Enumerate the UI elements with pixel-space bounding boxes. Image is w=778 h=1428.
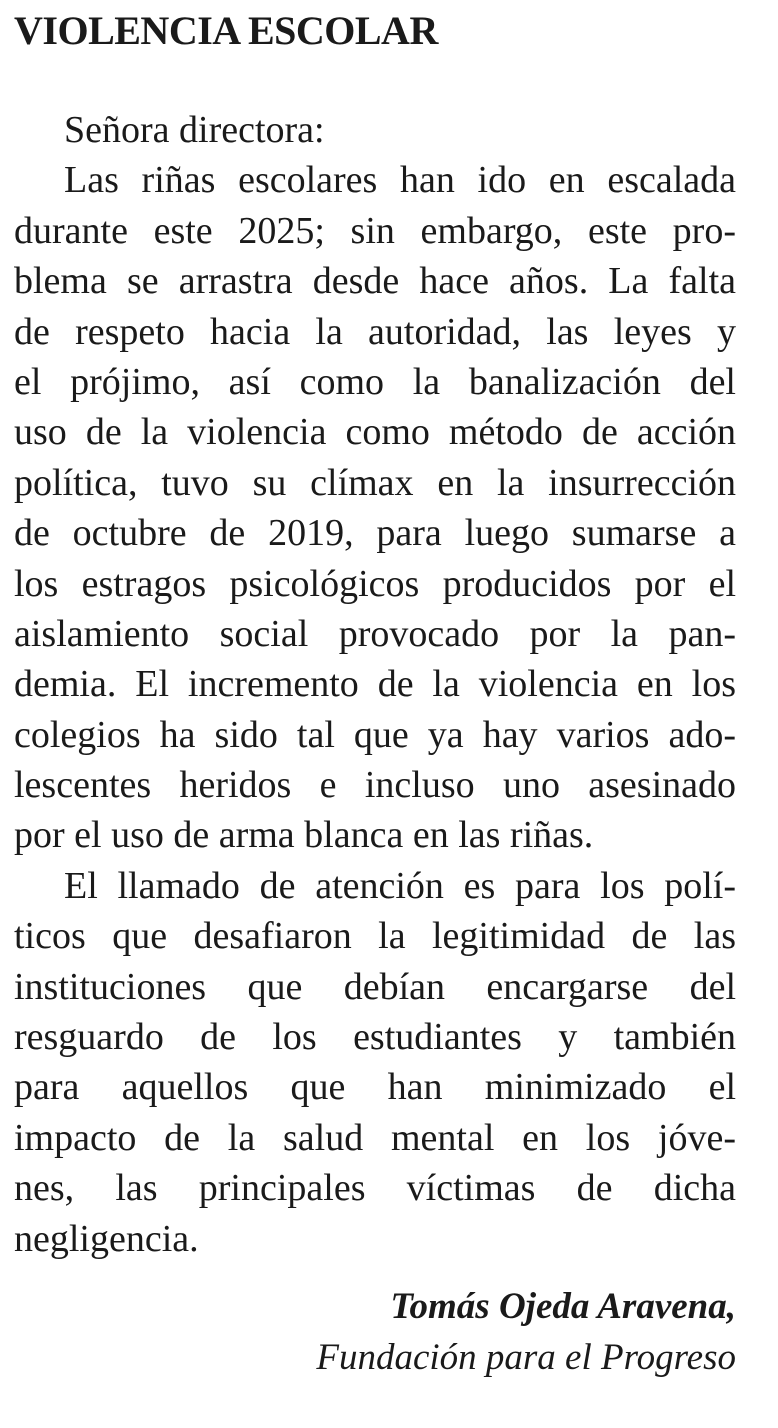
signature-name: Tomás Ojeda Aravena, xyxy=(390,1286,736,1327)
paragraph-line: impacto de la salud mental en los jóve- xyxy=(14,1116,736,1159)
salutation: Señora directora: xyxy=(64,109,325,151)
paragraph-2 xyxy=(14,861,736,1264)
paragraph-line: negligencia. xyxy=(14,1217,199,1260)
paragraph-line: por el uso de arma blanca en las riñas. xyxy=(14,814,594,857)
paragraph-line: de respeto hacia la autoridad, las leyes y xyxy=(14,310,736,353)
paragraph-line: uso de la violencia como método de acción xyxy=(14,411,736,454)
paragraph-line: aislamiento social provocado por la pan- xyxy=(14,612,736,655)
paragraph-line: el prójimo, así como la banalización del xyxy=(14,360,736,403)
paragraph-line: demia. El incremento de la violencia en los xyxy=(14,663,736,706)
headline: VIOLENCIA ESCOLAR xyxy=(14,8,438,53)
paragraph-line: de octubre de 2019, para luego sumarse a xyxy=(14,512,736,555)
paragraph-line: colegios ha sido tal que ya hay varios ado- xyxy=(14,713,736,756)
paragraph-line: instituciones que debían encargarse del xyxy=(14,965,736,1008)
paragraph-line: El llamado de atención es para los polí- xyxy=(64,864,736,907)
paragraph-line: los estragos psicológicos producidos por el xyxy=(14,562,736,605)
letter-body xyxy=(14,105,736,1264)
paragraph-line: blema se arrastra desde hace años. La falta xyxy=(14,260,736,303)
paragraph-line: resguardo de los estudiantes y también xyxy=(14,1016,736,1059)
paragraph-1 xyxy=(14,155,736,860)
paragraph-line: Las riñas escolares han ido en escalada xyxy=(64,159,736,202)
paragraph-line: política, tuvo su clímax en la insurrección xyxy=(14,461,736,504)
paragraph-line: nes, las principales víctimas de dicha xyxy=(14,1167,736,1210)
paragraph-line: lescentes heridos e incluso uno asesinado xyxy=(14,764,736,807)
paragraph-line: ticos que desafiaron la legitimidad de las xyxy=(14,915,736,958)
paragraph-line: para aquellos que han minimizado el xyxy=(14,1066,736,1109)
paragraph-line: durante este 2025; sin embargo, este pro- xyxy=(14,209,736,252)
signature-organization: Fundación para el Progreso xyxy=(316,1337,736,1378)
